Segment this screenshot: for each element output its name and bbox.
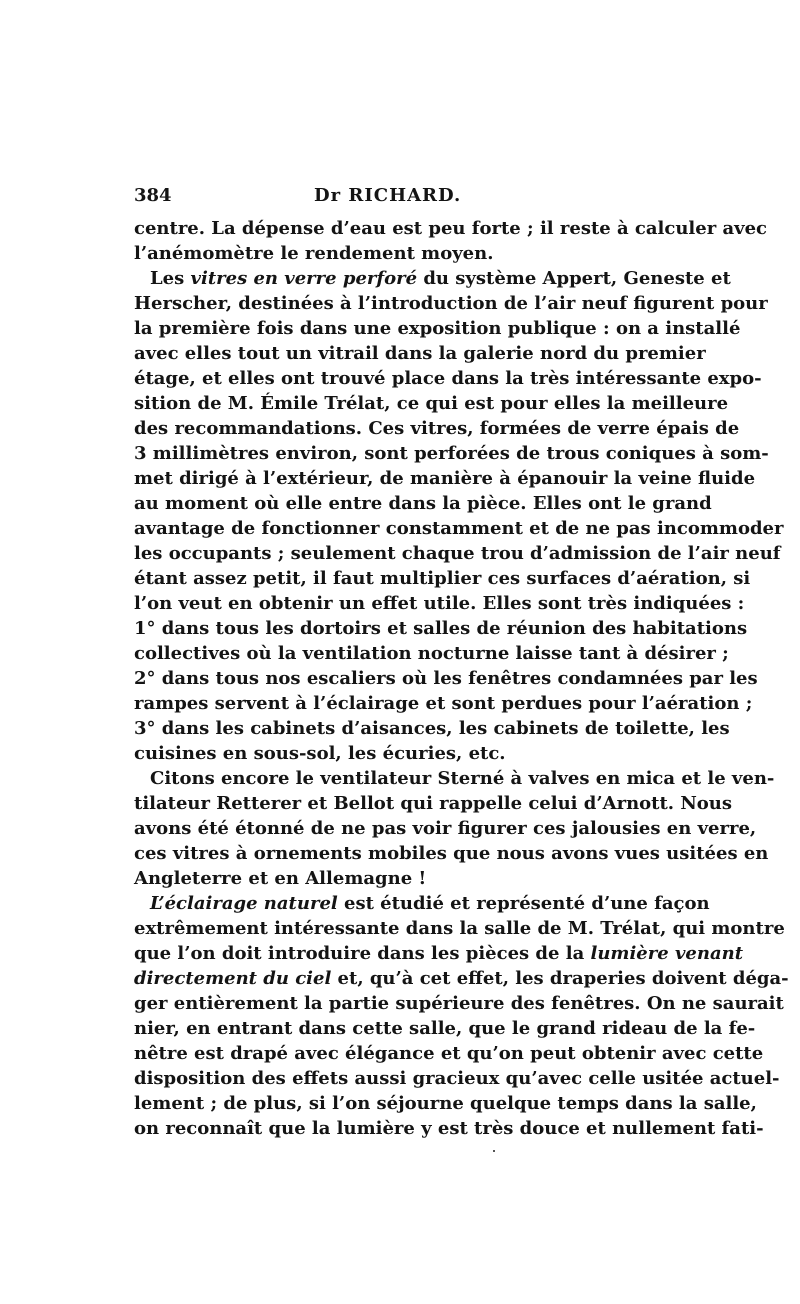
text-line: collectives où la ventilation nocturne laisse tant à désirer ; — [134, 643, 729, 664]
text-line: ces vitres à ornements mobiles que nous avons vues usitées en — [134, 843, 769, 864]
text-line: sition de M. Émile Trélat, ce qui est pour elles la meilleure — [134, 393, 729, 414]
text-line: Angleterre et en Allemagne ! — [134, 868, 427, 889]
text-line: 3 millimètres environ, sont perforées de trous coniques à som- — [134, 443, 769, 464]
text-line: nêtre est drapé avec élégance et qu’on peut obtenir avec cette — [134, 1043, 764, 1064]
text-line: l’anémomètre le rendement moyen. — [134, 243, 494, 264]
text-line: L’éclairage naturel est étudié et représenté d’une façon — [150, 893, 710, 914]
text-line: Citons encore le ventilateur Sterné à valves en mica et le ven- — [150, 768, 775, 789]
text-line: disposition des effets aussi gracieux qu’avec celle usitée actuel- — [134, 1068, 780, 1089]
text-line: rampes servent à l’éclairage et sont perdues pour l’aération ; — [134, 693, 753, 714]
text-line: que l’on doit introduire dans les pièces de la lumière venant — [134, 943, 744, 964]
text-line: on reconnaît que la lumière y est très douce et nullement fati- — [134, 1118, 764, 1139]
text-line: extrêmement intéressante dans la salle de M. Trélat, qui montre — [134, 918, 785, 939]
text-line: Les vitres en verre perforé du système Appert, Geneste et — [150, 268, 731, 289]
body-text — [134, 216, 789, 1141]
text-line: la première fois dans une exposition publique : on a installé — [134, 318, 741, 339]
speck-mark — [493, 1150, 495, 1152]
page-number: 384 — [134, 185, 172, 206]
text-line: des recommandations. Ces vitres, formées de verre épais de — [134, 418, 740, 439]
text-line: tilateur Retterer et Bellot qui rappelle celui d’Arnott. Nous — [134, 793, 733, 814]
text-line: 3° dans les cabinets d’aisances, les cabinets de toilette, les — [134, 718, 730, 739]
text-line: centre. La dépense d’eau est peu forte ; il reste à calculer avec — [134, 218, 767, 239]
text-line: étage, et elles ont trouvé place dans la très intéressante expo- — [134, 368, 762, 389]
text-line: cuisines en sous-sol, les écuries, etc. — [134, 743, 506, 764]
text-line: 2° dans tous nos escaliers où les fenêtres condamnées par les — [134, 668, 758, 689]
text-line: les occupants ; seulement chaque trou d’admission de l’air neuf — [134, 543, 781, 564]
text-line: avantage de fonctionner constamment et de ne pas incommoder — [134, 518, 784, 539]
text-line: met dirigé à l’extérieur, de manière à épanouir la veine fluide — [134, 468, 756, 489]
text-line: ger entièrement la partie supérieure des fenêtres. On ne saurait — [134, 993, 784, 1014]
text-line: Herscher, destinées à l’introduction de l’air neuf figurent pour — [134, 293, 768, 314]
text-line: directement du ciel et, qu’à cet effet, les draperies doivent déga- — [134, 968, 789, 989]
text-line: nier, en entrant dans cette salle, que le grand rideau de la fe- — [134, 1018, 756, 1039]
text-line: étant assez petit, il faut multiplier ces surfaces d’aération, si — [134, 568, 751, 589]
text-line: avec elles tout un vitrail dans la galerie nord du premier — [134, 343, 706, 364]
text-line: avons été étonné de ne pas voir figurer ces jalousies en verre, — [134, 818, 757, 839]
running-head: Dr RICHARD. — [314, 185, 462, 206]
text-line: lement ; de plus, si l’on séjourne quelque temps dans la salle, — [134, 1093, 757, 1114]
text-line: au moment où elle entre dans la pièce. Elles ont le grand — [134, 493, 712, 514]
page-header — [134, 185, 668, 213]
text-line: l’on veut en obtenir un effet utile. Elles sont très indiquées : — [134, 593, 745, 614]
text-line: 1° dans tous les dortoirs et salles de réunion des habitations — [134, 618, 748, 639]
